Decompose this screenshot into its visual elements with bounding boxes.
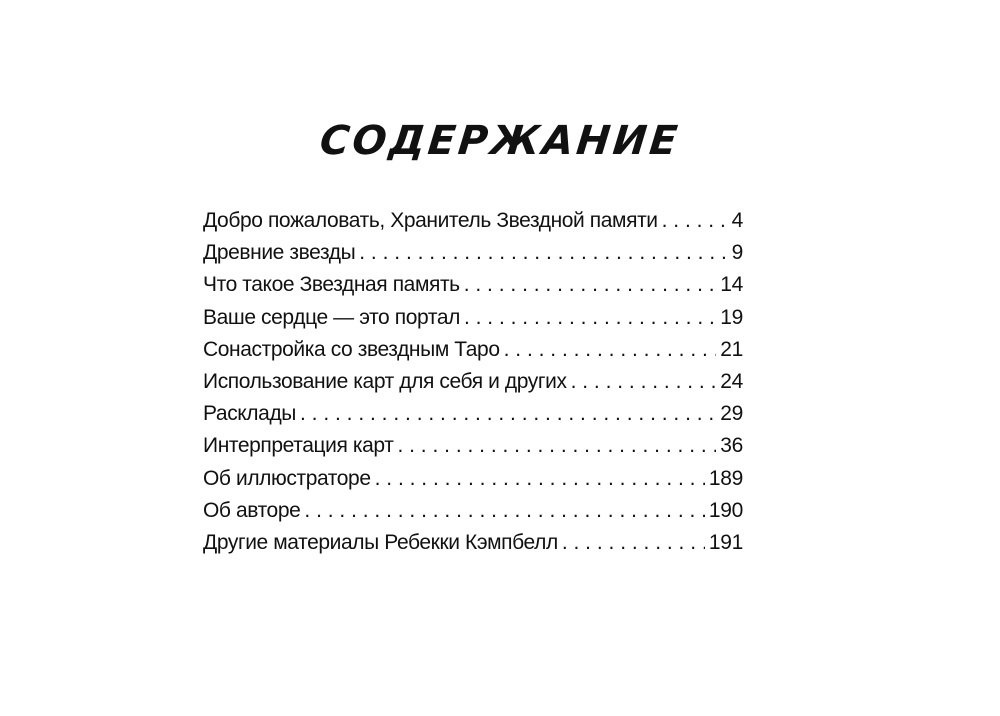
toc-entry-page: 21 xyxy=(720,337,743,361)
toc-dot-leader xyxy=(562,527,705,559)
toc-entry-label: Использование карт для себя и других xyxy=(203,369,567,393)
toc-list xyxy=(203,205,743,559)
toc-entry-page: 19 xyxy=(720,305,743,329)
toc-entry-page: 4 xyxy=(731,209,743,232)
toc-entry-label: Об авторе xyxy=(203,498,301,522)
toc-dot-leader xyxy=(464,302,716,334)
toc-dot-leader xyxy=(397,430,716,462)
toc-dot-leader xyxy=(304,495,704,527)
toc-entry xyxy=(203,495,743,527)
toc-entry-page: 9 xyxy=(731,241,743,265)
toc-entry-label: Интерпретация карт xyxy=(203,434,394,458)
toc-entry xyxy=(203,398,743,430)
toc-title: СОДЕРЖАНИЕ xyxy=(317,118,683,164)
toc-entry-label: Другие материалы Ребекки Кэмпбелл xyxy=(203,530,558,554)
toc-entry-label: Сонастройка со звездным Таро xyxy=(203,337,500,361)
toc-entry-page: 36 xyxy=(720,434,743,458)
toc-entry-page: 191 xyxy=(708,530,743,554)
toc-entry xyxy=(203,430,743,462)
toc-entry-label: Древние звезды xyxy=(203,241,356,265)
toc-entry xyxy=(203,302,743,334)
toc-entry-page: 189 xyxy=(708,466,743,490)
toc-dot-leader xyxy=(359,237,727,269)
toc-entry xyxy=(203,269,743,301)
toc-entry xyxy=(203,334,743,366)
toc-dot-leader xyxy=(300,398,716,430)
toc-entry-page: 24 xyxy=(720,369,743,393)
toc-entry xyxy=(203,527,743,559)
toc-dot-leader xyxy=(504,334,717,366)
toc-entry xyxy=(203,205,743,237)
toc-entry-label: Добро пожаловать, Хранитель Звездной памяти xyxy=(203,209,658,232)
toc-entry-label: Что такое Звездная память xyxy=(203,273,460,297)
toc-entry-page: 29 xyxy=(720,402,743,426)
toc-dot-leader xyxy=(662,205,728,237)
toc-entry-label: Об иллюстраторе xyxy=(203,466,371,490)
toc-dot-leader xyxy=(375,463,705,495)
toc-entry-label: Расклады xyxy=(203,402,296,426)
toc-entry-page: 190 xyxy=(708,498,743,522)
toc-entry xyxy=(203,366,743,398)
toc-entry xyxy=(203,463,743,495)
toc-entry-label: Ваше сердце — это портал xyxy=(203,305,460,329)
toc-dot-leader xyxy=(571,366,717,398)
toc-entry xyxy=(203,237,743,269)
toc-entry-page: 14 xyxy=(720,273,743,297)
toc-dot-leader xyxy=(464,269,717,301)
